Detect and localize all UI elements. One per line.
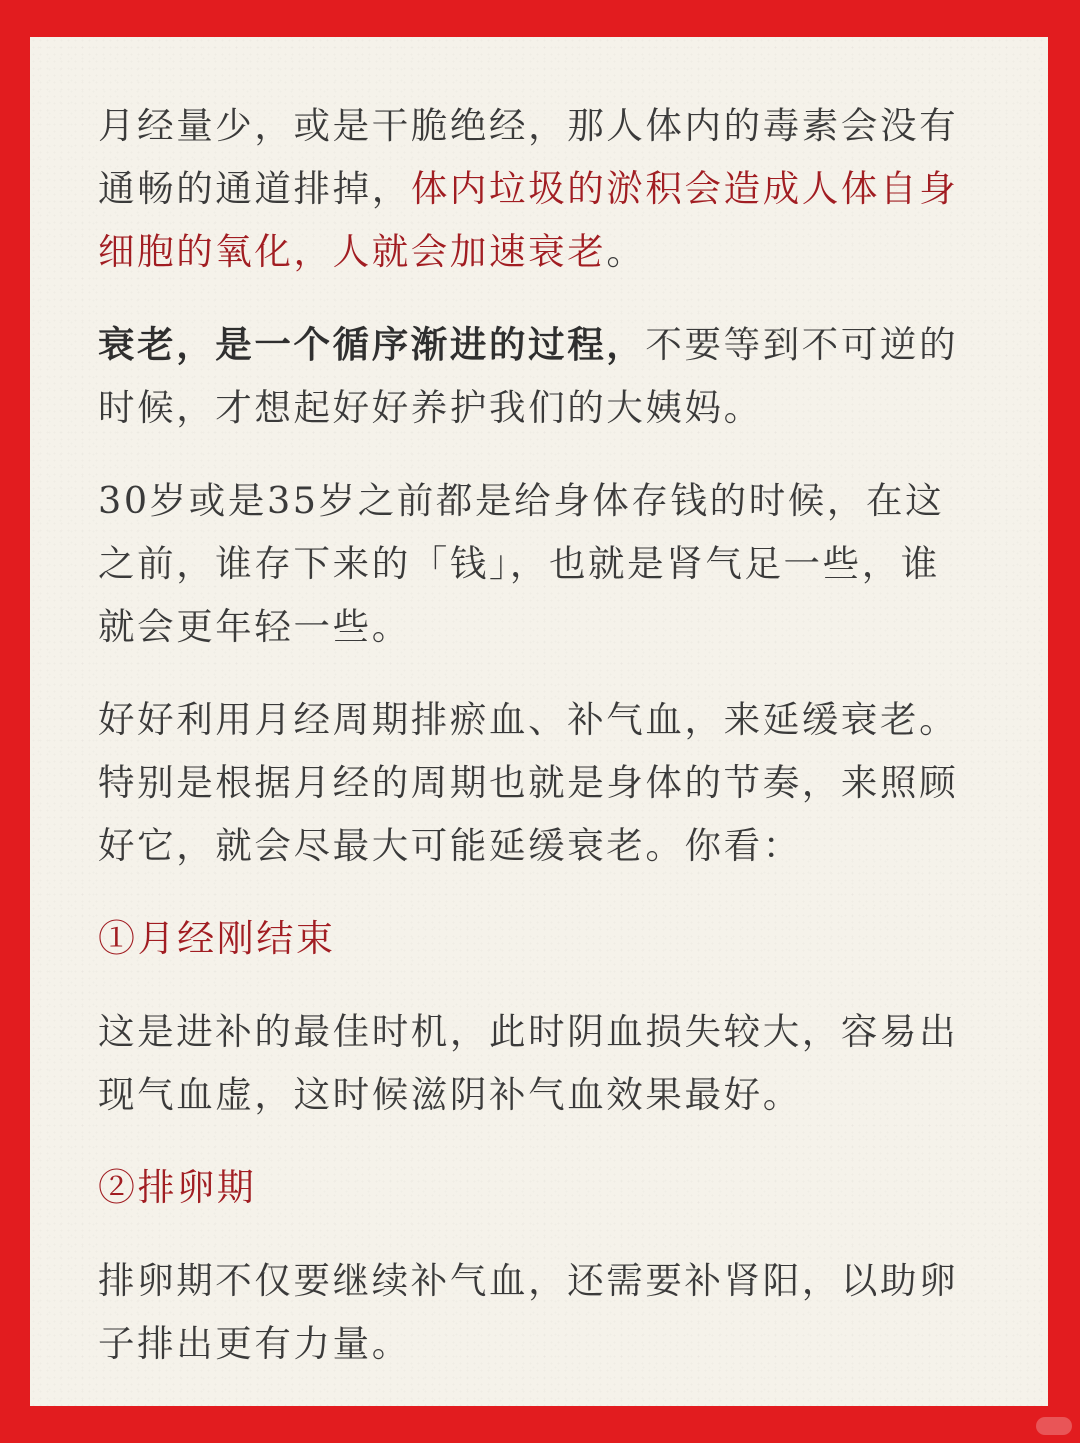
paragraph-1-text: 月经量少，或是干脆绝经，那人体内的毒素会没有通畅的通道排掉， (98, 104, 959, 210)
paragraph-2-text: 不要等到不可逆的时候，才想起好好养护我们的大姨妈。 (98, 323, 959, 429)
paper-card (30, 37, 1048, 1406)
section-heading-1: ①月经刚结束 (98, 917, 336, 960)
paragraph-2-bold: 衰老，是一个循序渐进的过程， (98, 323, 646, 366)
article-body (98, 94, 978, 1405)
paragraph-4: 好好利用月经周期排瘀血、补气血，来延缓衰老。特别是根据月经的周期也就是身体的节奏，来照顾好它，就会尽最大可能延缓衰老。你看： (98, 698, 959, 867)
paragraph-1-highlight: 体内垃圾的淤积会造成人体自身细胞的氧化，人就会加速衰老 (98, 167, 959, 273)
paragraph-3: 30岁或是35岁之前都是给身体存钱的时候，在这之前，谁存下来的「钱」，也就是肾气足一些，谁就会更年轻一些。 (98, 479, 945, 648)
paragraph-1-end: 。 (606, 230, 646, 273)
watermark-badge (1036, 1417, 1072, 1435)
paragraph-6: 排卵期不仅要继续补气血，还需要补肾阳，以助卵子排出更有力量。 (98, 1259, 959, 1365)
section-heading-2: ②排卵期 (98, 1166, 257, 1209)
paragraph-2 (98, 313, 978, 439)
paragraph-5: 这是进补的最佳时机，此时阴血损失较大，容易出现气血虚，这时候滋阴补气血效果最好。 (98, 1010, 959, 1116)
paragraph-1 (98, 94, 978, 283)
